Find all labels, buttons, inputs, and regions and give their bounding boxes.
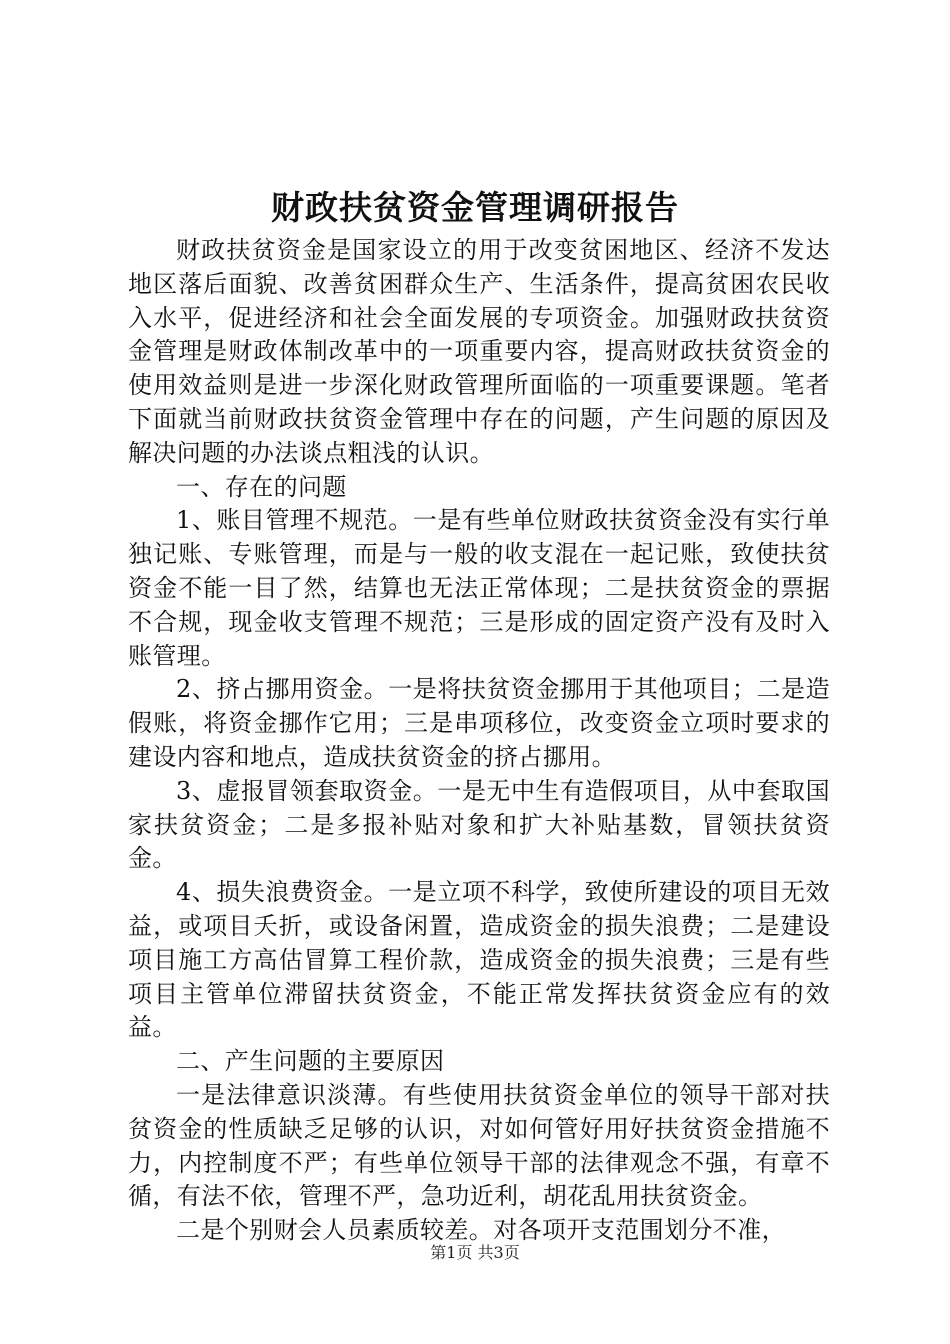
paragraph-problem-2: 2、挤占挪用资金。一是将扶贫资金挪用于其他项目；二是造假账，将资金挪作它用；三是串项移位，改变资金立项时要求的建设内容和地点，造成扶贫资金的挤占挪用。 (128, 675, 830, 771)
paragraph-cause-1: 一是法律意识淡薄。有些使用扶贫资金单位的领导干部对扶贫资金的性质缺乏足够的认识，对如何管好用好扶贫资金措施不力，内控制度不严；有些单位领导干部的法律观念不强，有章不循，有法不依，管理不严，急功近利，胡花乱用扶贫资金。 (128, 1080, 830, 1211)
page-title: 财政扶贫资金管理调研报告 (271, 188, 679, 227)
paragraph-intro: 财政扶贫资金是国家设立的用于改变贫困地区、经济不发达地区落后面貌、改善贫困群众生产、生活条件，提高贫困农民收入水平，促进经济和社会全面发展的专项资金。加强财政扶贫资金管理是财政体制改革中的一项重要内容，提高财政扶贫资金的使用效益则是进一步深化财政管理所面临的一项重要课题。笔者下面就当前财政扶贫资金管理中存在的问题，产生问题的原因及解决问题的办法谈点粗浅的认识。 (128, 236, 830, 467)
paragraph-problem-3: 3、虚报冒领套取资金。一是无中生有造假项目，从中套取国家扶贫资金；二是多报补贴对象和扩大补贴基数，冒领扶贫资金。 (128, 776, 830, 873)
section-heading-causes: 二、产生问题的主要原因 (176, 1047, 445, 1076)
document-body (128, 234, 830, 1248)
page-footer: 第1页 共3页 (430, 1243, 520, 1262)
section-heading-problems: 一、存在的问题 (176, 472, 347, 501)
paragraph-problem-4: 4、损失浪费资金。一是立项不科学，致使所建设的项目无效益，或项目夭折，或设备闲置，造成资金的损失浪费；二是建设项目施工方高估冒算工程价款，造成资金的损失浪费；三是有些项目主管单位滞留扶贫资金，不能正常发挥扶贫资金应有的效益。 (128, 878, 830, 1042)
paragraph-problem-1: 1、账目管理不规范。一是有些单位财政扶贫资金没有实行单独记账、专账管理，而是与一般的收支混在一起记账，致使扶贫资金不能一目了然，结算也无法正常体现；二是扶贫资金的票据不合规，现金收支管理不规范；三是形成的固定资产没有及时入账管理。 (128, 506, 830, 670)
paragraph-cause-2: 二是个别财会人员素质较差。对各项开支范围划分不准， (176, 1216, 786, 1245)
